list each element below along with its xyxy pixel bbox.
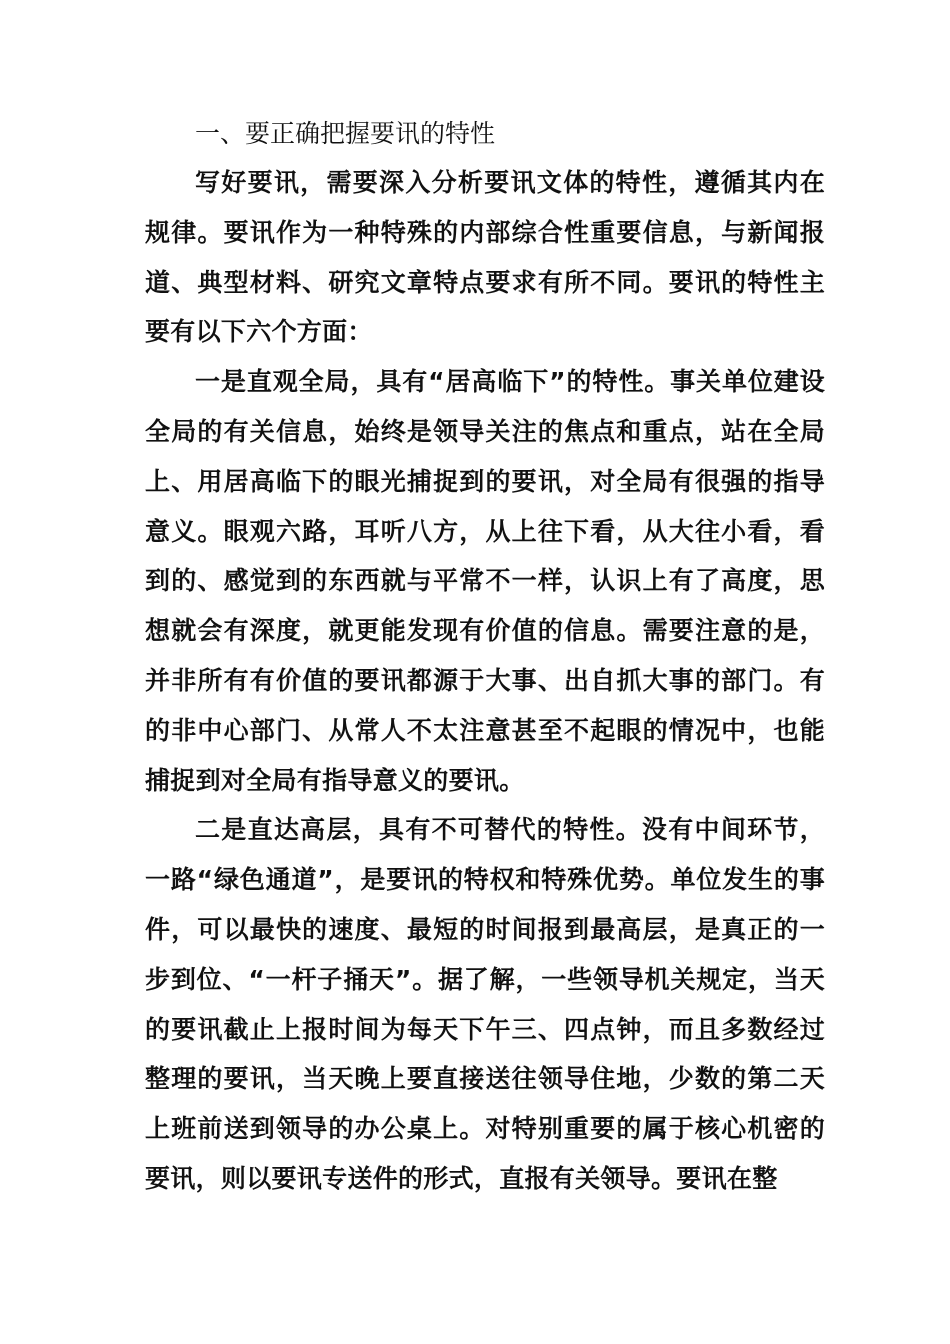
paragraph-point-one: 一是直观全局，具有“居高临下”的特性。事关单位建设全局的有关信息，始终是领导关注的焦点和重点，站在全局上、用居高临下的眼光捕捉到的要讯，对全局有很强的指导意义。眼观六路，耳听八方，从上往下看，从大往小看，看到的、感觉到的东西就与平常不一样，认识上有了高度，思想就会有深度，就更能发现有价值的信息。需要注意的是，并非所有有价值的要讯都源于大事、出自抓大事的部门。有的非中心部门、从常人不太注意甚至不起眼的情况中，也能捕捉到对全局有指导意义的要讯。 bbox=[145, 367, 825, 795]
section-heading: 一、要正确把握要讯的特性 bbox=[195, 119, 496, 148]
document-body bbox=[145, 110, 825, 1204]
paragraph-intro: 写好要讯，需要深入分析要讯文体的特性，遵循其内在规律。要讯作为一种特殊的内部综合性重要信息，与新闻报道、典型材料、研究文章特点要求有所不同。要讯的特性主要有以下六个方面： bbox=[145, 168, 825, 347]
paragraph-point-two: 二是直达高层，具有不可替代的特性。没有中间环节，一路“绿色通道”，是要讯的特权和特殊优势。单位发生的事件，可以最快的速度、最短的时间报到最高层，是真正的一步到位、“一杆子捅天”。据了解，一些领导机关规定，当天的要讯截止上报时间为每天下午三、四点钟，而且多数经过整理的要讯，当天晚上要直接送往领导住地，少数的第二天上班前送到领导的办公桌上。对特别重要的属于核心机密的要讯，则以要讯专送件的形式，直报有关领导。要讯在整 bbox=[145, 815, 825, 1193]
